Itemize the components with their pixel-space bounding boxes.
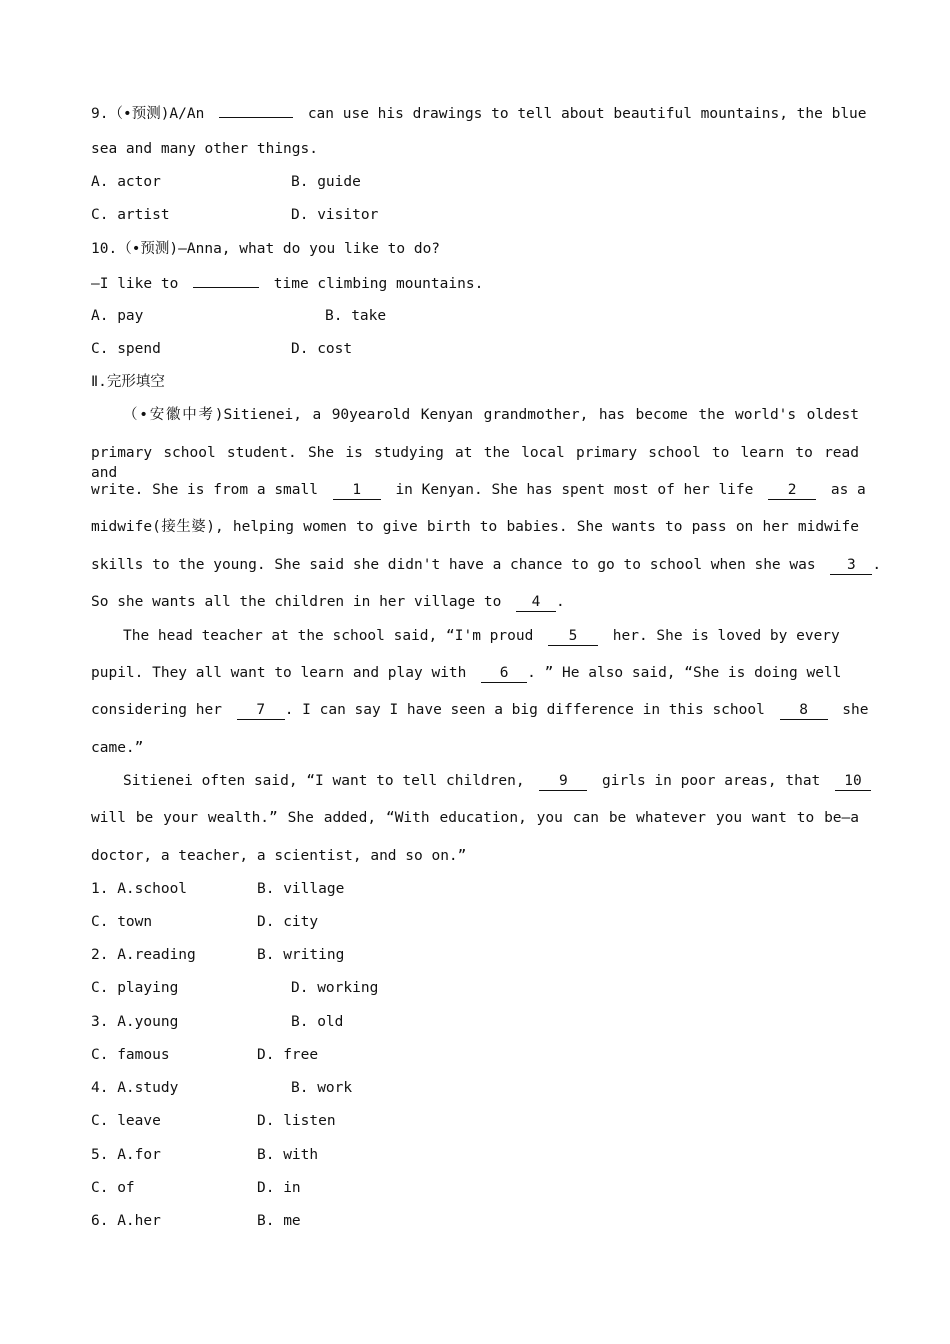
passage-line <box>123 771 891 791</box>
option-a: 2. A.reading <box>91 947 196 963</box>
option-d: D. cost <box>291 341 353 357</box>
question-10-answer-end: time climbing mountains. <box>273 276 484 292</box>
cloze-blank-6: 6 <box>481 665 527 683</box>
question-10-line-1: 10.（•预测)—Anna, what do you like to do? <box>91 241 441 257</box>
cloze-blank-2: 2 <box>768 482 816 500</box>
passage-text: skills to the young. She said she didn't have a chance to go to school when she was <box>91 557 816 573</box>
passage-line <box>91 592 859 612</box>
option-d: D. in <box>257 1180 301 1196</box>
option-a: A. actor <box>91 174 161 190</box>
option-d: D. listen <box>257 1113 336 1129</box>
option-b: B. work <box>291 1080 353 1096</box>
passage-text: she <box>842 702 869 718</box>
option-a: 6. A.her <box>91 1213 161 1229</box>
question-10-answer-start: —I like to <box>91 276 179 292</box>
option-c: C. famous <box>91 1047 170 1063</box>
option-c: C. town <box>91 914 153 930</box>
passage-text: her. She is loved by every <box>612 628 840 644</box>
question-9-prefix: 9.（•预测)A/An <box>91 106 205 122</box>
cloze-blank-4: 4 <box>516 594 556 612</box>
cloze-blank-1: 1 <box>333 482 381 500</box>
passage-line: doctor, a teacher, a scientist, and so on.” <box>91 848 467 864</box>
option-b: B. take <box>325 308 387 324</box>
section-title: Ⅱ.完形填空 <box>91 374 165 390</box>
passage-line <box>91 700 869 720</box>
passage-line: came.” <box>91 740 144 756</box>
passage-text: write. She is from a small <box>91 482 318 498</box>
option-a: 3. A.young <box>91 1014 179 1030</box>
question-9-line-2: sea and many other things. <box>91 141 318 157</box>
option-c: C. leave <box>91 1113 161 1129</box>
option-b: B. writing <box>257 947 345 963</box>
cloze-blank-7: 7 <box>237 702 285 720</box>
passage-line: midwife(接生婆), helping women to give birth to babies. She wants to pass on her midwife <box>91 519 859 535</box>
question-9-line-1 <box>91 102 867 124</box>
cloze-blank-9: 9 <box>539 773 587 791</box>
option-a: 1. A.school <box>91 881 188 897</box>
passage-text: So she wants all the children in her village to <box>91 594 502 610</box>
passage-text: . <box>872 557 882 573</box>
passage-text: . I can say I have seen a big difference in this school <box>284 702 765 718</box>
cloze-blank-8: 8 <box>780 702 828 720</box>
answer-blank <box>219 102 293 118</box>
passage-line: primary school student. She is studying at the local primary school to learn to read and <box>91 445 859 481</box>
option-b: B. guide <box>291 174 361 190</box>
passage-text: girls in poor areas, that <box>602 773 821 789</box>
passage-line <box>91 663 859 683</box>
option-a: A. pay <box>91 308 144 324</box>
option-d: D. city <box>257 914 319 930</box>
answer-blank <box>193 272 259 288</box>
option-a: 4. A.study <box>91 1080 179 1096</box>
question-9-text: can use his drawings to tell about beautiful mountains, the blue <box>307 106 867 122</box>
passage-text: Sitienei often said, “I want to tell children, <box>123 773 525 789</box>
passage-text: as a <box>830 482 866 498</box>
passage-text: . <box>556 594 565 610</box>
passage-line <box>123 626 891 646</box>
option-c: C. of <box>91 1180 135 1196</box>
passage-line <box>91 555 882 575</box>
option-d: D. visitor <box>291 207 379 223</box>
option-a: 5. A.for <box>91 1147 161 1163</box>
passage-text: in Kenyan. She has spent most of her life <box>395 482 754 498</box>
option-c: C. playing <box>91 980 179 996</box>
passage-line: （•安徽中考)Sitienei, a 90yearold Kenyan grandmother, has become the world's oldest <box>123 407 859 423</box>
cloze-blank-5: 5 <box>548 628 598 646</box>
option-c: C. artist <box>91 207 170 223</box>
passage-text: . ” He also said, “She is doing well <box>527 665 842 681</box>
cloze-blank-3: 3 <box>830 557 872 575</box>
option-d: D. working <box>291 980 379 996</box>
option-b: B. old <box>291 1014 344 1030</box>
cloze-blank-10: 10 <box>835 773 871 791</box>
option-b: B. village <box>257 881 345 897</box>
option-b: B. with <box>257 1147 319 1163</box>
passage-line <box>91 480 866 500</box>
passage-text: considering her <box>91 702 222 718</box>
option-d: D. free <box>257 1047 319 1063</box>
passage-line: will be your wealth.” She added, “With education, you can be whatever you want to be—a <box>91 810 859 826</box>
option-b: B. me <box>257 1213 301 1229</box>
option-c: C. spend <box>91 341 161 357</box>
passage-text: The head teacher at the school said, “I'm proud <box>123 628 534 644</box>
question-10-line-2 <box>91 272 859 294</box>
passage-text: pupil. They all want to learn and play with <box>91 665 467 681</box>
